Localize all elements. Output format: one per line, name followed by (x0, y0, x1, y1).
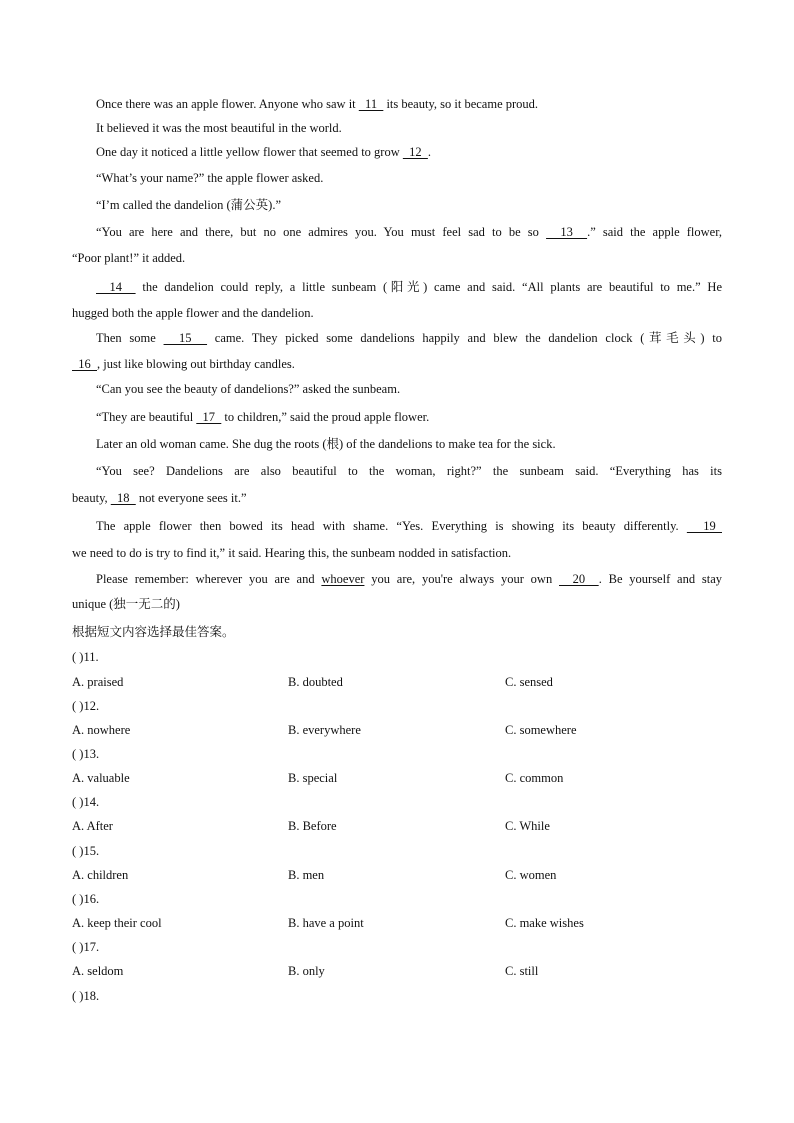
blank-16: 16 (72, 357, 97, 371)
option-b: B. doubted (288, 675, 343, 689)
question-label: ( )11. (72, 650, 99, 664)
passage-text: . Be yourself and stay (598, 572, 723, 586)
passage-line (72, 404, 722, 430)
passage-text: its beauty, so it became proud. (383, 97, 539, 111)
option-b: B. men (288, 868, 325, 882)
passage-text: beauty, (72, 491, 111, 505)
passage-line (72, 485, 722, 511)
passage-line: we need to do is try to find it,” it said. Hearing this, the sunbeam nodded in satisfaction. (72, 546, 512, 560)
option-c: C. somewhere (505, 723, 577, 737)
option-row (72, 961, 722, 981)
option-c: C. women (505, 868, 557, 882)
option-row (72, 672, 722, 692)
option-c: C. make wishes (505, 916, 584, 930)
passage-text: , just like blowing out birthday candles. (97, 357, 295, 371)
option-row (72, 865, 722, 885)
passage-text: to children,” said the proud apple flower. (221, 410, 430, 424)
passage-line: “Poor plant!” it added. (72, 251, 186, 265)
passage-line: “What’s your name?” the apple flower asked. (96, 171, 324, 185)
question-label: ( )13. (72, 747, 100, 761)
blank-19: 19 (686, 519, 722, 533)
passage-line (72, 566, 722, 592)
passage-line (72, 139, 722, 165)
passage-line: “You see? Dandelions are also beautiful to the woman, right?” the sunbeam said. “Everything has its (96, 464, 722, 478)
passage-text: came. They picked some dandelions happily and blew the dandelion clock (茸毛头) to (207, 331, 723, 345)
passage-line: It believed it was the most beautiful in the world. (96, 121, 342, 135)
question-label: ( )16. (72, 892, 100, 906)
option-c: C. common (505, 771, 564, 785)
passage-line (72, 351, 722, 377)
option-a: A. children (72, 868, 129, 882)
blank-14: 14 (96, 280, 136, 294)
instruction: 根据短文内容选择最佳答案。 (72, 624, 235, 639)
passage-text: .” said the apple flower, (587, 225, 722, 239)
passage-text: Please remember: wherever you are and (96, 572, 322, 586)
passage-line (72, 513, 722, 539)
blank-18: 18 (110, 491, 136, 505)
passage-text: Once there was an apple flower. Anyone who saw it (96, 97, 359, 111)
passage-text: One day it noticed a little yellow flower that seemed to grow (96, 145, 403, 159)
question-label: ( )18. (72, 989, 100, 1003)
passage-text: . (427, 145, 431, 159)
question-label: ( )17. (72, 940, 100, 954)
option-c: C. still (505, 964, 539, 978)
option-c: C. While (505, 819, 550, 833)
option-a: A. valuable (72, 771, 130, 785)
option-a: A. praised (72, 675, 124, 689)
option-b: B. special (288, 771, 338, 785)
underlined-word: whoever (321, 572, 365, 586)
blank-15: 15 (163, 331, 208, 345)
option-a: A. After (72, 819, 113, 833)
option-row (72, 768, 722, 788)
option-a: A. nowhere (72, 723, 131, 737)
passage-line (72, 91, 722, 117)
passage-text: “You are here and there, but no one admires you. You must feel sad to be so (96, 225, 547, 239)
blank-11: 11 (358, 97, 384, 111)
option-b: B. have a point (288, 916, 364, 930)
option-row (72, 913, 722, 933)
passage-line: Later an old woman came. She dug the roots (根) of the dandelions to make tea for the sick. (96, 437, 556, 451)
passage-line (72, 274, 722, 300)
passage-line (72, 325, 722, 351)
blank-20: 20 (559, 572, 599, 586)
blank-13: 13 (546, 225, 588, 239)
blank-12: 12 (402, 145, 428, 159)
option-a: A. keep their cool (72, 916, 162, 930)
question-label: ( )12. (72, 699, 100, 713)
passage-text: the dandelion could reply, a little sunbeam (阳光) came and said. “All plants are beautiful to me.” He (135, 280, 722, 294)
option-row (72, 720, 722, 740)
passage-text: you are, you're always your own (364, 572, 559, 586)
option-b: B. everywhere (288, 723, 361, 737)
passage-text: not everyone sees it.” (135, 491, 247, 505)
passage-line: unique (独一无二的) (72, 597, 180, 611)
question-label: ( )14. (72, 795, 100, 809)
passage-line (72, 219, 722, 245)
passage-line: hugged both the apple flower and the dandelion. (72, 306, 314, 320)
passage-line: “Can you see the beauty of dandelions?” asked the sunbeam. (96, 382, 401, 396)
blank-17: 17 (196, 410, 222, 424)
option-b: B. only (288, 964, 325, 978)
passage-text: Then some (96, 331, 164, 345)
passage-line: “I’m called the dandelion (蒲公英).” (96, 198, 281, 212)
option-a: A. seldom (72, 964, 124, 978)
option-c: C. sensed (505, 675, 553, 689)
passage-text: The apple flower then bowed its head with shame. “Yes. Everything is showing its beauty differently. (96, 519, 687, 533)
option-b: B. Before (288, 819, 337, 833)
passage-text: “They are beautiful (96, 410, 197, 424)
question-label: ( )15. (72, 844, 100, 858)
option-row (72, 816, 722, 836)
